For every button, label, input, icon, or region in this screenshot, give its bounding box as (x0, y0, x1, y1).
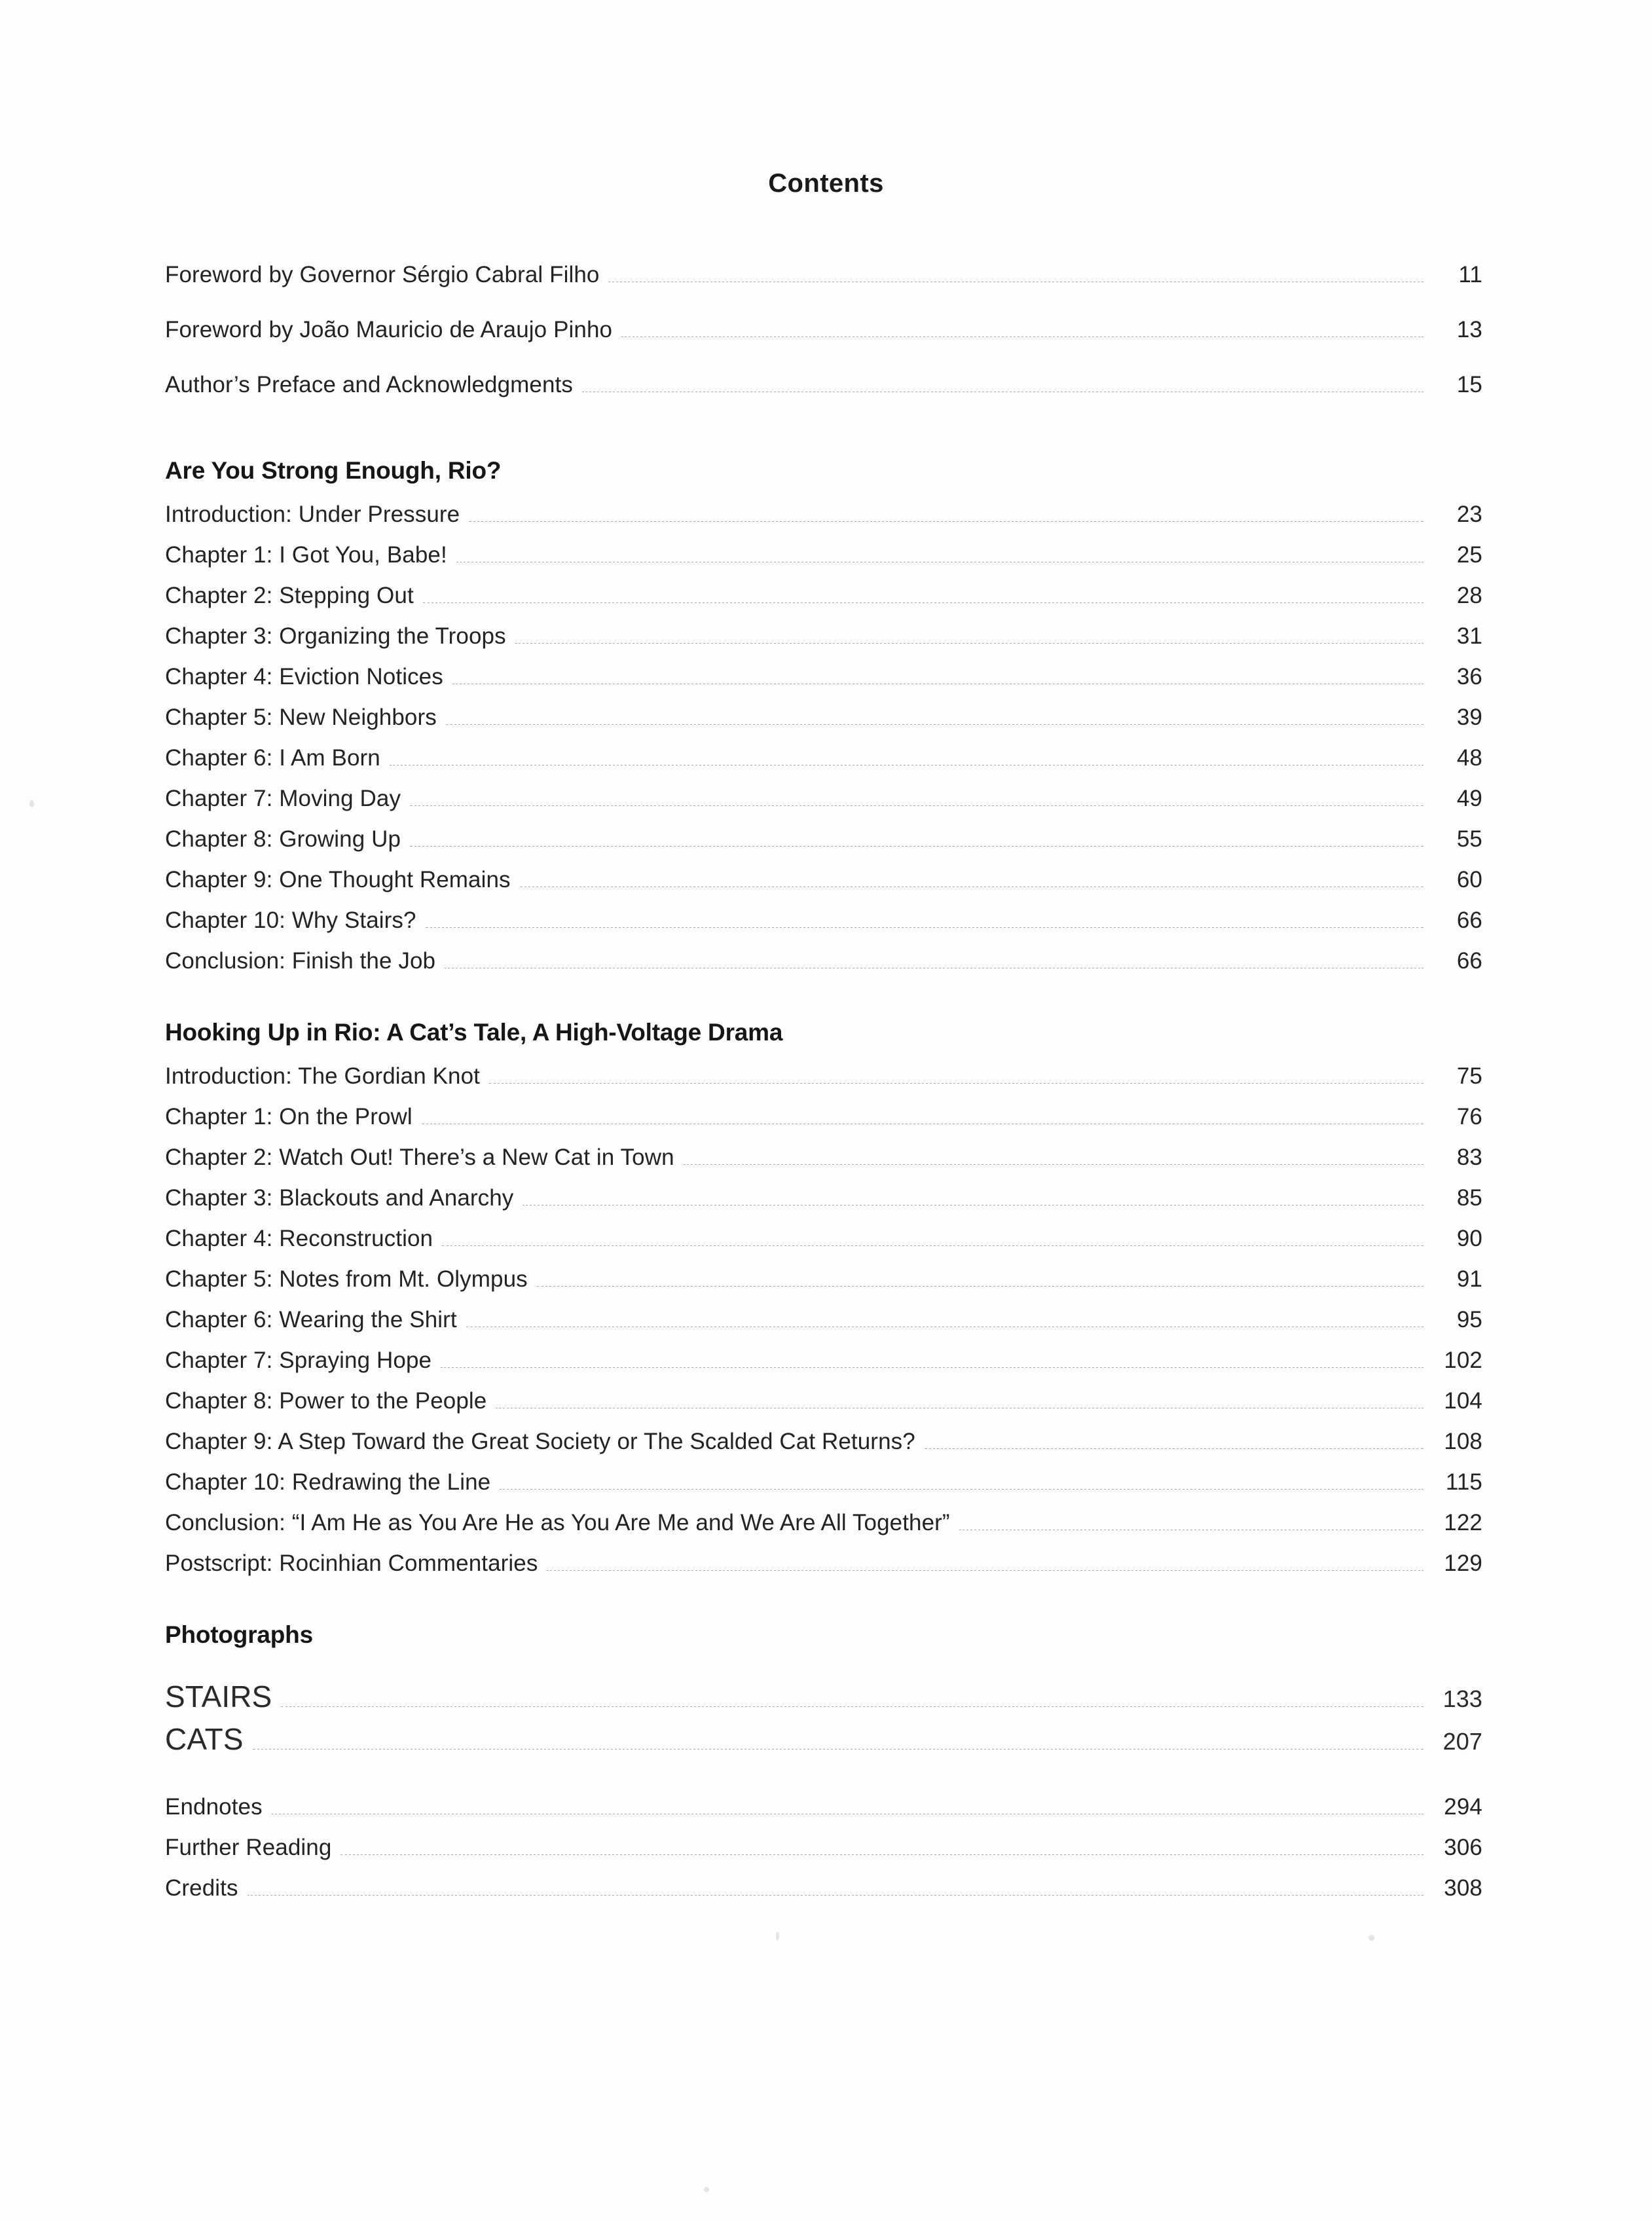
toc-entry[interactable] (165, 1266, 1482, 1307)
toc-entry[interactable] (165, 583, 1482, 623)
front-matter-list (165, 262, 1482, 427)
toc-entry-page: 76 (1456, 1104, 1482, 1129)
toc-entry-page: 23 (1456, 502, 1482, 527)
toc-entry-title: Chapter 1: On the Prowl (165, 1104, 413, 1129)
dot-leader (442, 1245, 1423, 1246)
spacer (165, 427, 1482, 457)
toc-entry[interactable] (165, 908, 1482, 948)
toc-entry-title: Chapter 6: Wearing the Shirt (165, 1307, 457, 1332)
section-entries (165, 502, 1482, 989)
toc-entry-page: 39 (1456, 705, 1482, 730)
dot-leader (248, 1895, 1423, 1896)
dot-leader (500, 1489, 1423, 1490)
toc-entry-title: Chapter 1: I Got You, Babe! (165, 542, 447, 568)
scan-speckle (704, 2187, 709, 2192)
toc-entry[interactable] (165, 1429, 1482, 1469)
toc-entry-page: 108 (1444, 1429, 1482, 1454)
toc-entry-title: Foreword by Governor Sérgio Cabral Filho (165, 262, 600, 287)
toc-entry[interactable] (165, 1794, 1482, 1835)
toc-entry[interactable] (165, 502, 1482, 542)
toc-entry-page: 102 (1444, 1348, 1482, 1373)
toc-entry-title: Chapter 3: Organizing the Troops (165, 623, 506, 649)
toc-entry-title: Endnotes (165, 1794, 263, 1820)
page-title: Contents (768, 169, 884, 198)
spacer (165, 1591, 1482, 1621)
toc-entry-page: 85 (1456, 1185, 1482, 1211)
toc-entry[interactable] (165, 1145, 1482, 1185)
toc-entry-page: 294 (1444, 1794, 1482, 1820)
dot-leader (410, 846, 1423, 847)
toc-entry[interactable] (165, 1835, 1482, 1875)
toc-entry-page: 207 (1442, 1728, 1482, 1755)
toc-entry-title: Further Reading (165, 1835, 332, 1860)
dot-leader (340, 1854, 1423, 1855)
toc-entry-title: Postscript: Rocinhian Commentaries (165, 1551, 538, 1576)
toc-entry-page: 75 (1456, 1063, 1482, 1089)
toc-entry[interactable] (165, 745, 1482, 786)
toc-entry[interactable] (165, 1307, 1482, 1348)
scan-speckle (1368, 1935, 1374, 1941)
dot-leader (925, 1448, 1423, 1449)
toc-entry-title: Chapter 8: Growing Up (165, 826, 401, 852)
toc-entry-title: Chapter 4: Eviction Notices (165, 664, 443, 689)
section-heading: Are You Strong Enough, Rio? (165, 457, 502, 484)
toc-entry[interactable] (165, 1679, 1482, 1721)
toc-entry-page: 83 (1456, 1145, 1482, 1170)
toc-entry[interactable] (165, 623, 1482, 664)
toc-entry-page: 49 (1456, 786, 1482, 811)
toc-entry[interactable] (165, 786, 1482, 826)
toc-entry-title: Chapter 4: Reconstruction (165, 1226, 433, 1251)
dot-leader (423, 602, 1423, 603)
toc-entry[interactable] (165, 826, 1482, 867)
toc-entry-page: 60 (1456, 867, 1482, 892)
toc-entry[interactable] (165, 1875, 1482, 1916)
dot-leader (281, 1706, 1423, 1707)
toc-entry[interactable] (165, 1226, 1482, 1266)
toc-entry[interactable] (165, 1388, 1482, 1429)
toc-entry-title: Chapter 5: Notes from Mt. Olympus (165, 1266, 528, 1292)
toc-entry-page: 104 (1444, 1388, 1482, 1414)
scan-speckle (29, 800, 34, 807)
end-matter-list (165, 1794, 1482, 1916)
toc-entry-title: Chapter 10: Redrawing the Line (165, 1469, 491, 1495)
toc-entry-page: 55 (1456, 826, 1482, 852)
dot-leader (489, 1083, 1423, 1084)
toc-entry[interactable] (165, 262, 1482, 317)
toc-entry-title: Foreword by João Mauricio de Araujo Pinho (165, 317, 613, 342)
toc-entry-page: 90 (1456, 1226, 1482, 1251)
toc-entry-title: Introduction: The Gordian Knot (165, 1063, 480, 1089)
toc-entry-title: Chapter 3: Blackouts and Anarchy (165, 1185, 514, 1211)
toc-entry-page: 306 (1444, 1835, 1482, 1860)
toc-entry-title: Author’s Preface and Acknowledgments (165, 372, 573, 397)
toc-entry-title: Credits (165, 1875, 238, 1901)
toc-entry[interactable] (165, 1551, 1482, 1591)
spacer (165, 1649, 1482, 1679)
toc-entry[interactable] (165, 1510, 1482, 1551)
dot-leader (515, 643, 1423, 644)
toc-entry-page: 36 (1456, 664, 1482, 689)
dot-leader (426, 927, 1423, 928)
toc-entry-title: Conclusion: “I Am He as You Are He as You Are Me and We Are All Together” (165, 1510, 950, 1535)
dot-leader (410, 805, 1423, 806)
dot-leader (469, 521, 1423, 522)
toc-entry-page: 48 (1456, 745, 1482, 771)
dot-leader (441, 1367, 1423, 1368)
toc-entry[interactable] (165, 1185, 1482, 1226)
dot-leader (253, 1749, 1423, 1750)
toc-entry[interactable] (165, 948, 1482, 989)
toc-entry-page: 13 (1456, 317, 1482, 342)
table-of-contents (165, 262, 1482, 1916)
toc-entry[interactable] (165, 867, 1482, 908)
photographs-entries (165, 1679, 1482, 1764)
toc-entry-page: 95 (1456, 1307, 1482, 1332)
toc-entry-title: STAIRS (165, 1680, 272, 1714)
toc-entry-title: Chapter 7: Spraying Hope (165, 1348, 432, 1373)
toc-entry-page: 133 (1442, 1685, 1482, 1712)
scan-speckle (776, 1932, 779, 1941)
toc-entry[interactable] (165, 317, 1482, 372)
toc-entry-page: 91 (1456, 1266, 1482, 1292)
toc-entry[interactable] (165, 1063, 1482, 1104)
toc-entry-page: 115 (1445, 1469, 1482, 1495)
toc-entry-page: 31 (1456, 623, 1482, 649)
section-heading: Hooking Up in Rio: A Cat’s Tale, A High-Voltage Drama (165, 1019, 783, 1046)
toc-entry-title: Chapter 8: Power to the People (165, 1388, 487, 1414)
toc-entry-title: Chapter 2: Watch Out! There’s a New Cat in Town (165, 1145, 674, 1170)
toc-entry-title: Chapter 9: A Step Toward the Great Society or The Scalded Cat Returns? (165, 1429, 915, 1454)
toc-entry-title: Chapter 2: Stepping Out (165, 583, 414, 608)
toc-entry-title: Chapter 5: New Neighbors (165, 705, 437, 730)
dot-leader (446, 724, 1423, 725)
section-entries (165, 1063, 1482, 1591)
toc-entry-title: Introduction: Under Pressure (165, 502, 460, 527)
toc-entry-title: CATS (165, 1722, 244, 1756)
spacer (165, 1764, 1482, 1794)
toc-entry-title: Chapter 10: Why Stairs? (165, 908, 416, 933)
toc-entry-title: Chapter 7: Moving Day (165, 786, 401, 811)
spacer (165, 485, 1482, 502)
toc-entry-page: 66 (1456, 908, 1482, 933)
toc-entry-title: Chapter 9: One Thought Remains (165, 867, 511, 892)
toc-entry-page: 308 (1444, 1875, 1482, 1901)
toc-entry-page: 129 (1444, 1551, 1482, 1576)
toc-entry-title: Conclusion: Finish the Job (165, 948, 436, 974)
toc-entry-title: Chapter 6: I Am Born (165, 745, 380, 771)
dot-leader (547, 1570, 1423, 1571)
spacer (165, 1046, 1482, 1063)
toc-entry[interactable] (165, 1104, 1482, 1145)
section-heading: Photographs (165, 1621, 313, 1648)
toc-entry[interactable] (165, 542, 1482, 583)
toc-entry[interactable] (165, 664, 1482, 705)
toc-entry[interactable] (165, 1348, 1482, 1388)
dot-leader (537, 1286, 1423, 1287)
toc-entry[interactable] (165, 1721, 1482, 1764)
toc-entry-page: 122 (1444, 1510, 1482, 1535)
toc-entry-page: 15 (1456, 372, 1482, 397)
toc-entry[interactable] (165, 372, 1482, 427)
toc-entry-page: 11 (1458, 262, 1482, 287)
dot-leader (684, 1164, 1423, 1165)
toc-entry[interactable] (165, 1469, 1482, 1510)
spacer (165, 989, 1482, 1019)
toc-entry-page: 66 (1456, 948, 1482, 974)
toc-entry-page: 25 (1456, 542, 1482, 568)
toc-entry[interactable] (165, 705, 1482, 745)
toc-entry-page: 28 (1456, 583, 1482, 608)
